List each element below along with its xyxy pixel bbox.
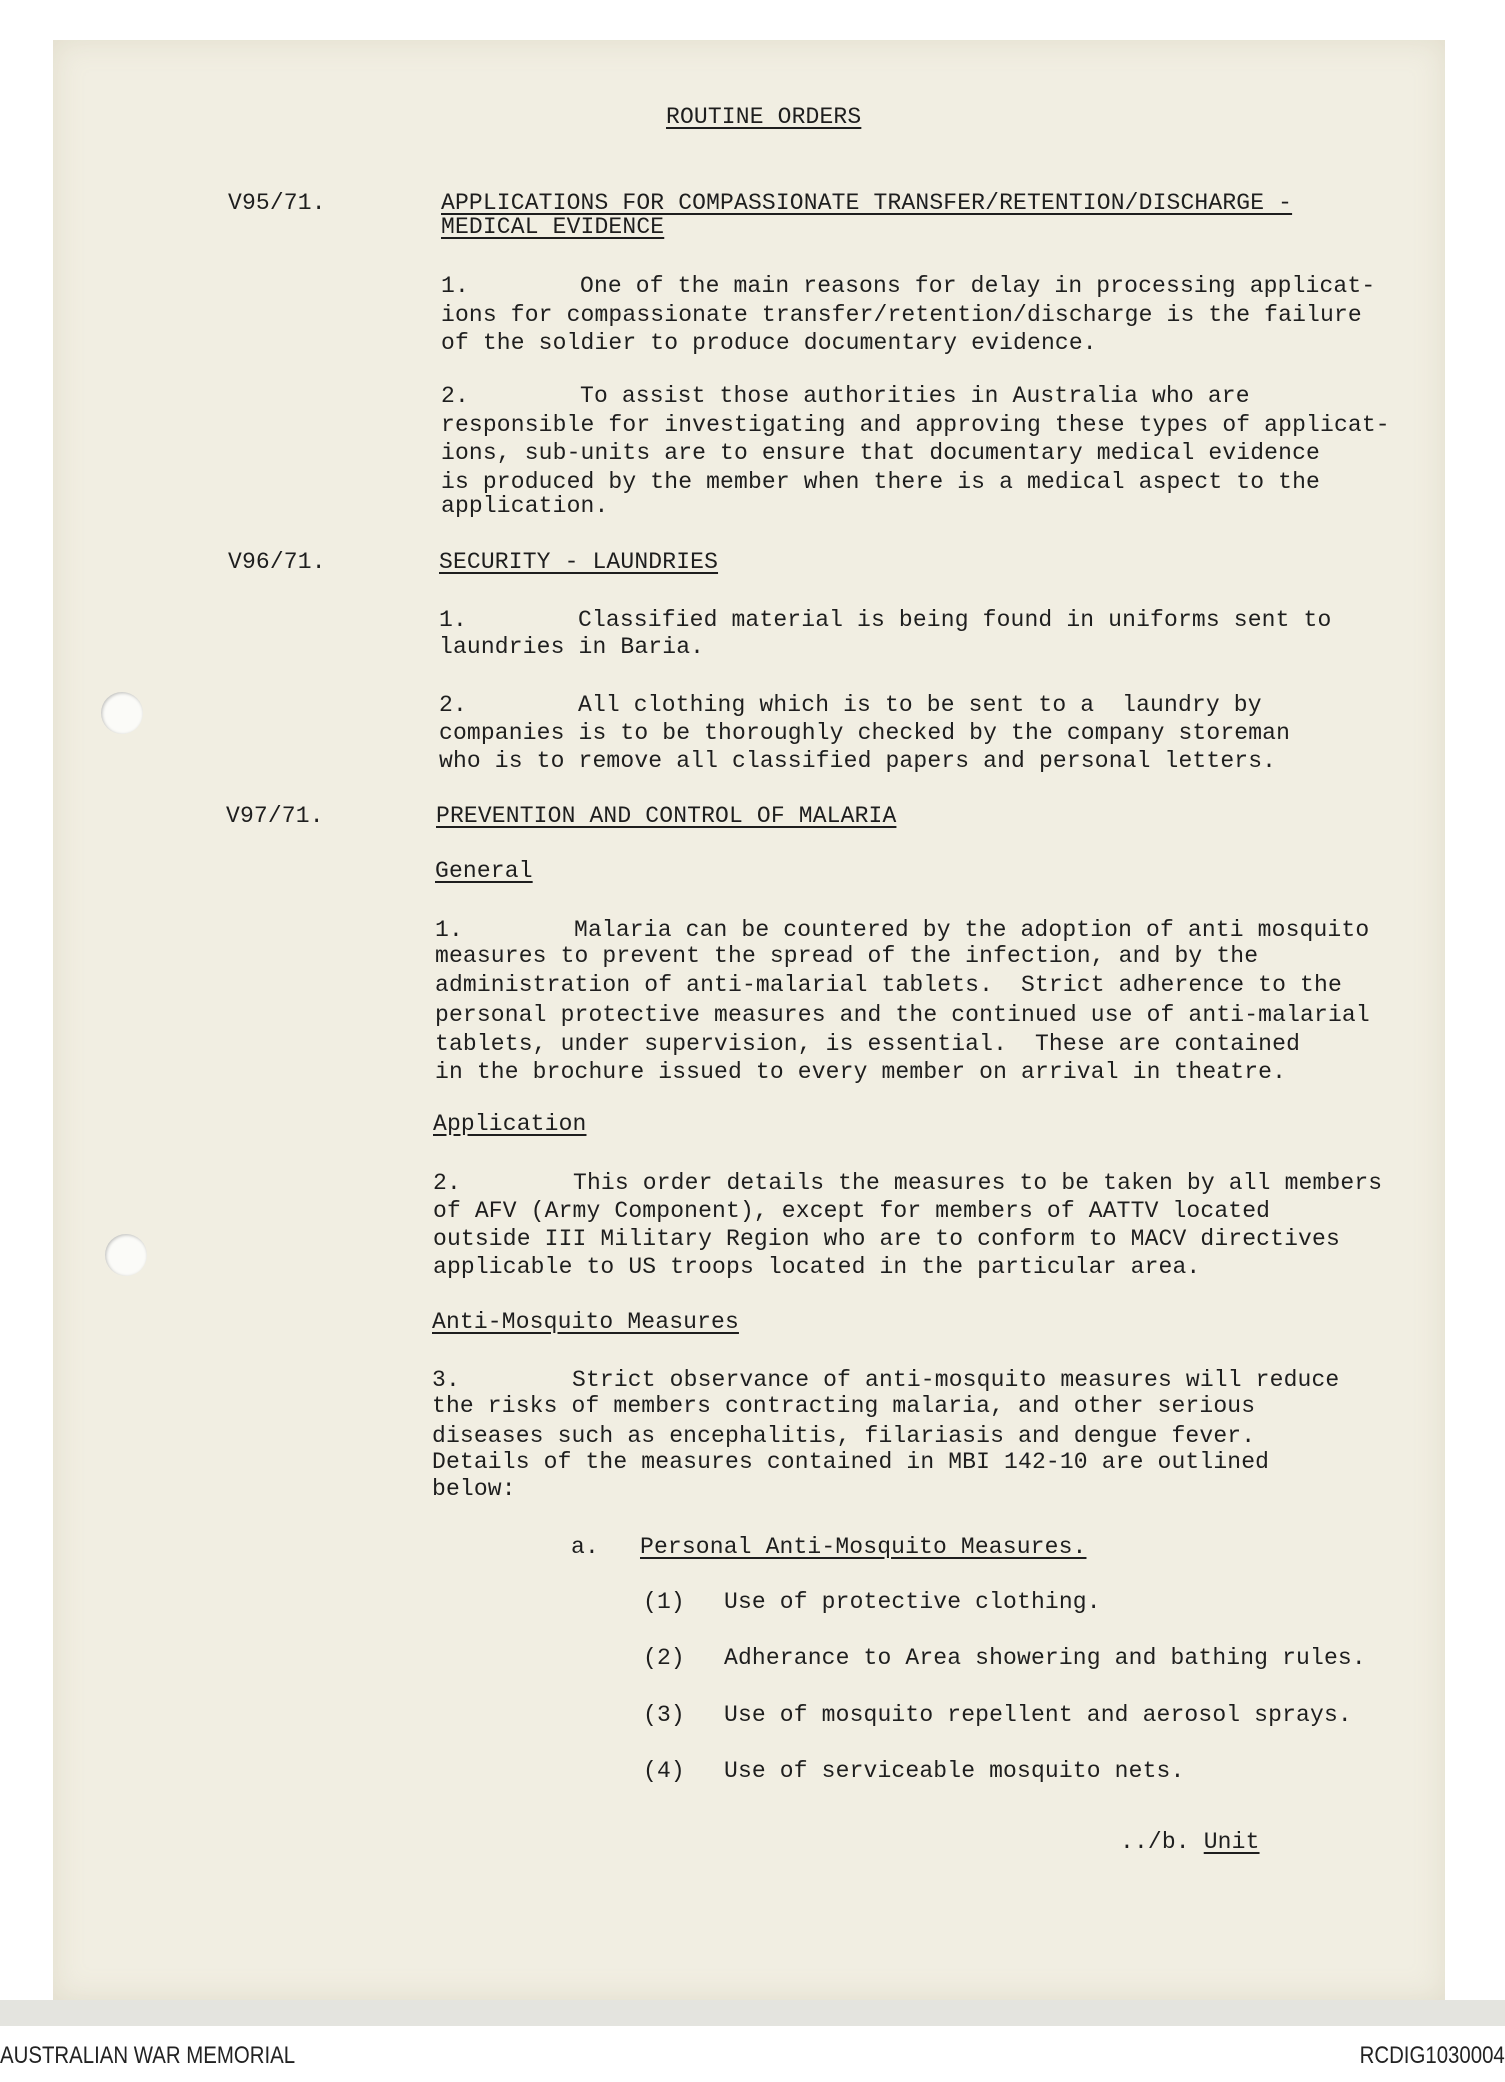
order-ref: V97/71. bbox=[226, 803, 324, 829]
para-line: Strict observance of anti-mosquito measures will reduce bbox=[572, 1367, 1340, 1393]
para-line: of the soldier to produce documentary evidence. bbox=[441, 330, 1097, 356]
item-number: (4) bbox=[643, 1758, 685, 1784]
order-ref: V96/71. bbox=[228, 549, 326, 575]
para-line: To assist those authorities in Australia who are bbox=[580, 383, 1250, 409]
para-line: administration of anti-malarial tablets. Strict adherence to the bbox=[435, 972, 1342, 998]
item-text: Use of protective clothing. bbox=[724, 1589, 1101, 1615]
page-title: ROUTINE ORDERS bbox=[666, 104, 862, 130]
para-line: tablets, under supervision, is essential. These are contained bbox=[435, 1031, 1301, 1057]
subheading-anti-mosquito: Anti-Mosquito Measures bbox=[432, 1309, 739, 1335]
para-line: Classified material is being found in uniforms sent to bbox=[578, 607, 1332, 633]
item-text: Adherance to Area showering and bathing rules. bbox=[724, 1645, 1366, 1671]
para-line: responsible for investigating and approving these types of applicat- bbox=[441, 412, 1390, 438]
para-number: 1. bbox=[435, 917, 463, 943]
para-line: is produced by the member when there is a medical aspect to the bbox=[441, 469, 1320, 495]
order-heading: APPLICATIONS FOR COMPASSIONATE TRANSFER/RETENTION/DISCHARGE - bbox=[441, 190, 1293, 216]
para-line: measures to prevent the spread of the infection, and by the bbox=[435, 943, 1259, 969]
para-line: ions, sub-units are to ensure that documentary medical evidence bbox=[441, 440, 1320, 466]
para-line: All clothing which is to be sent to a laundry by bbox=[578, 692, 1262, 718]
item-text: Use of serviceable mosquito nets. bbox=[724, 1758, 1185, 1784]
para-line: below: bbox=[432, 1476, 516, 1502]
subheading-general: General bbox=[435, 858, 533, 884]
item-number: (1) bbox=[643, 1589, 685, 1615]
para-number: 1. bbox=[441, 273, 469, 299]
para-line: ions for compassionate transfer/retention/discharge is the failure bbox=[441, 302, 1362, 328]
para-line: applicable to US troops located in the particular area. bbox=[433, 1254, 1201, 1280]
para-line: diseases such as encephalitis, filariasis and dengue fever. bbox=[432, 1423, 1256, 1449]
order-heading: MEDICAL EVIDENCE bbox=[441, 214, 665, 240]
para-line: of AFV (Army Component), except for members of AATTV located bbox=[433, 1198, 1271, 1224]
para-number: 3. bbox=[432, 1367, 460, 1393]
para-number: 2. bbox=[433, 1170, 461, 1196]
para-number: 2. bbox=[439, 692, 467, 718]
item-number: (2) bbox=[643, 1645, 685, 1671]
para-line: One of the main reasons for delay in processing applicat- bbox=[580, 273, 1376, 299]
para-line: This order details the measures to be taken by all members bbox=[573, 1170, 1383, 1196]
para-line: who is to remove all classified papers and personal letters. bbox=[439, 748, 1277, 774]
para-line: outside III Military Region who are to conform to MACV directives bbox=[433, 1226, 1340, 1252]
punch-hole bbox=[101, 692, 143, 734]
para-number: 2. bbox=[441, 383, 469, 409]
para-line: laundries in Baria. bbox=[439, 634, 705, 660]
punch-hole bbox=[105, 1234, 147, 1276]
order-heading: PREVENTION AND CONTROL OF MALARIA bbox=[436, 803, 897, 829]
footer-archive-name: AUSTRALIAN WAR MEMORIAL bbox=[0, 2042, 296, 2069]
para-line: application. bbox=[441, 493, 609, 519]
item-text: Use of mosquito repellent and aerosol sprays. bbox=[724, 1702, 1352, 1728]
order-heading: SECURITY - LAUNDRIES bbox=[439, 549, 719, 575]
continuation-marker bbox=[1120, 1828, 1260, 1856]
scan-strip bbox=[0, 2000, 1505, 2026]
sub-title: Personal Anti-Mosquito Measures. bbox=[640, 1534, 1087, 1560]
para-line: Details of the measures contained in MBI 142-10 are outlined bbox=[432, 1449, 1270, 1475]
para-line: Malaria can be countered by the adoption of anti mosquito bbox=[574, 917, 1370, 943]
continuation-prefix: ../b. bbox=[1120, 1829, 1190, 1855]
sub-letter: a. bbox=[571, 1534, 599, 1560]
para-number: 1. bbox=[439, 607, 467, 633]
footer-record-id: RCDIG1030004 bbox=[1359, 2042, 1505, 2069]
order-ref: V95/71. bbox=[228, 190, 326, 216]
para-line: the risks of members contracting malaria, and other serious bbox=[432, 1393, 1256, 1419]
item-number: (3) bbox=[643, 1702, 685, 1728]
para-line: personal protective measures and the continued use of anti-malarial bbox=[435, 1002, 1370, 1028]
continuation-word: Unit bbox=[1203, 1829, 1260, 1855]
para-line: in the brochure issued to every member on arrival in theatre. bbox=[435, 1059, 1287, 1085]
para-line: companies is to be thoroughly checked by the company storeman bbox=[439, 720, 1291, 746]
subheading-application: Application bbox=[433, 1111, 587, 1137]
